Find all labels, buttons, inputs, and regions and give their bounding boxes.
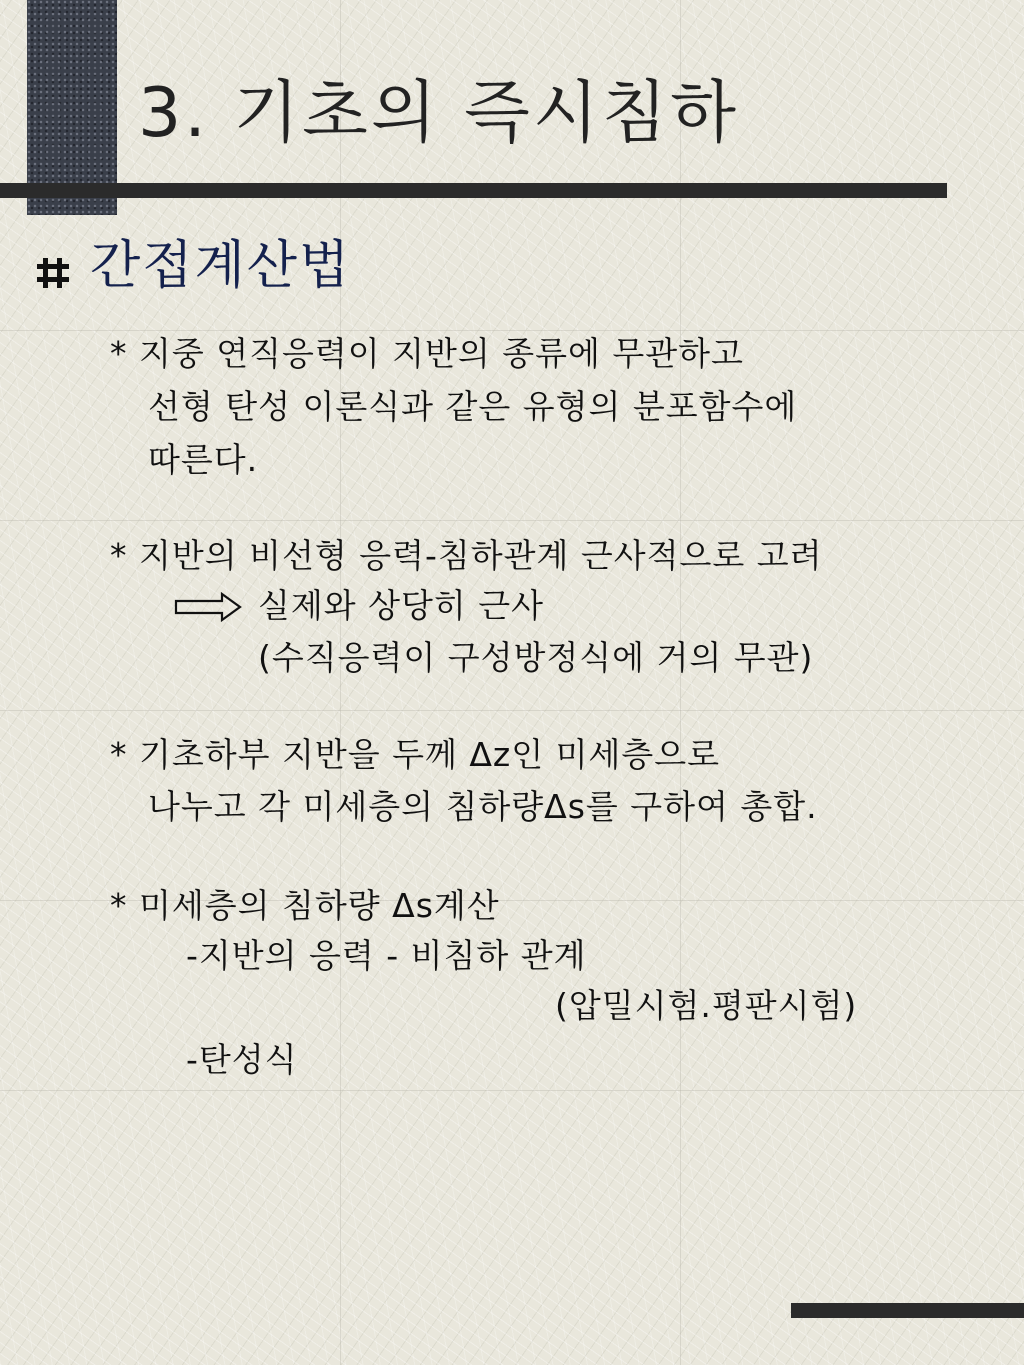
title-underline-bar	[0, 183, 947, 198]
footer-accent-bar	[791, 1303, 1024, 1318]
background-grid-line	[0, 1090, 1024, 1091]
slide-title: 3. 기초의 즉시침하	[138, 74, 739, 153]
background-grid-line	[0, 520, 1024, 521]
point-4-line-1: * 미세층의 침하량 Δs계산	[110, 886, 500, 925]
background-grid-line	[0, 710, 1024, 711]
point-4-line-3: (압밀시험.평판시험)	[555, 986, 858, 1025]
point-1-line-3: 따른다.	[148, 440, 259, 479]
hash-bullet-icon	[35, 255, 71, 291]
point-3-line-1: * 기초하부 지반을 두께 Δz인 미세층으로	[110, 735, 721, 774]
point-2-line-2: 실제와 상당히 근사	[258, 586, 545, 625]
background-grid-line	[340, 0, 341, 1365]
right-arrow-icon	[174, 592, 244, 622]
section-heading: 간접계산법	[90, 236, 352, 296]
point-2-line-3: (수직응력이 구성방정식에 거의 무관)	[258, 638, 814, 677]
background-grid-line	[680, 0, 681, 1365]
point-1-line-2: 선형 탄성 이론식과 같은 유형의 분포함수에	[148, 387, 798, 426]
background-grid-line	[0, 330, 1024, 331]
point-1-line-1: * 지중 연직응력이 지반의 종류에 무관하고	[110, 334, 744, 373]
point-4-line-4: -탄성식	[186, 1040, 298, 1079]
point-3-line-2: 나누고 각 미세층의 침하량Δs를 구하여 총합.	[148, 787, 818, 826]
point-2-line-1: * 지반의 비선형 응력-침하관계 근사적으로 고려	[110, 536, 823, 575]
point-4-line-2: -지반의 응력 - 비침하 관계	[186, 936, 587, 975]
